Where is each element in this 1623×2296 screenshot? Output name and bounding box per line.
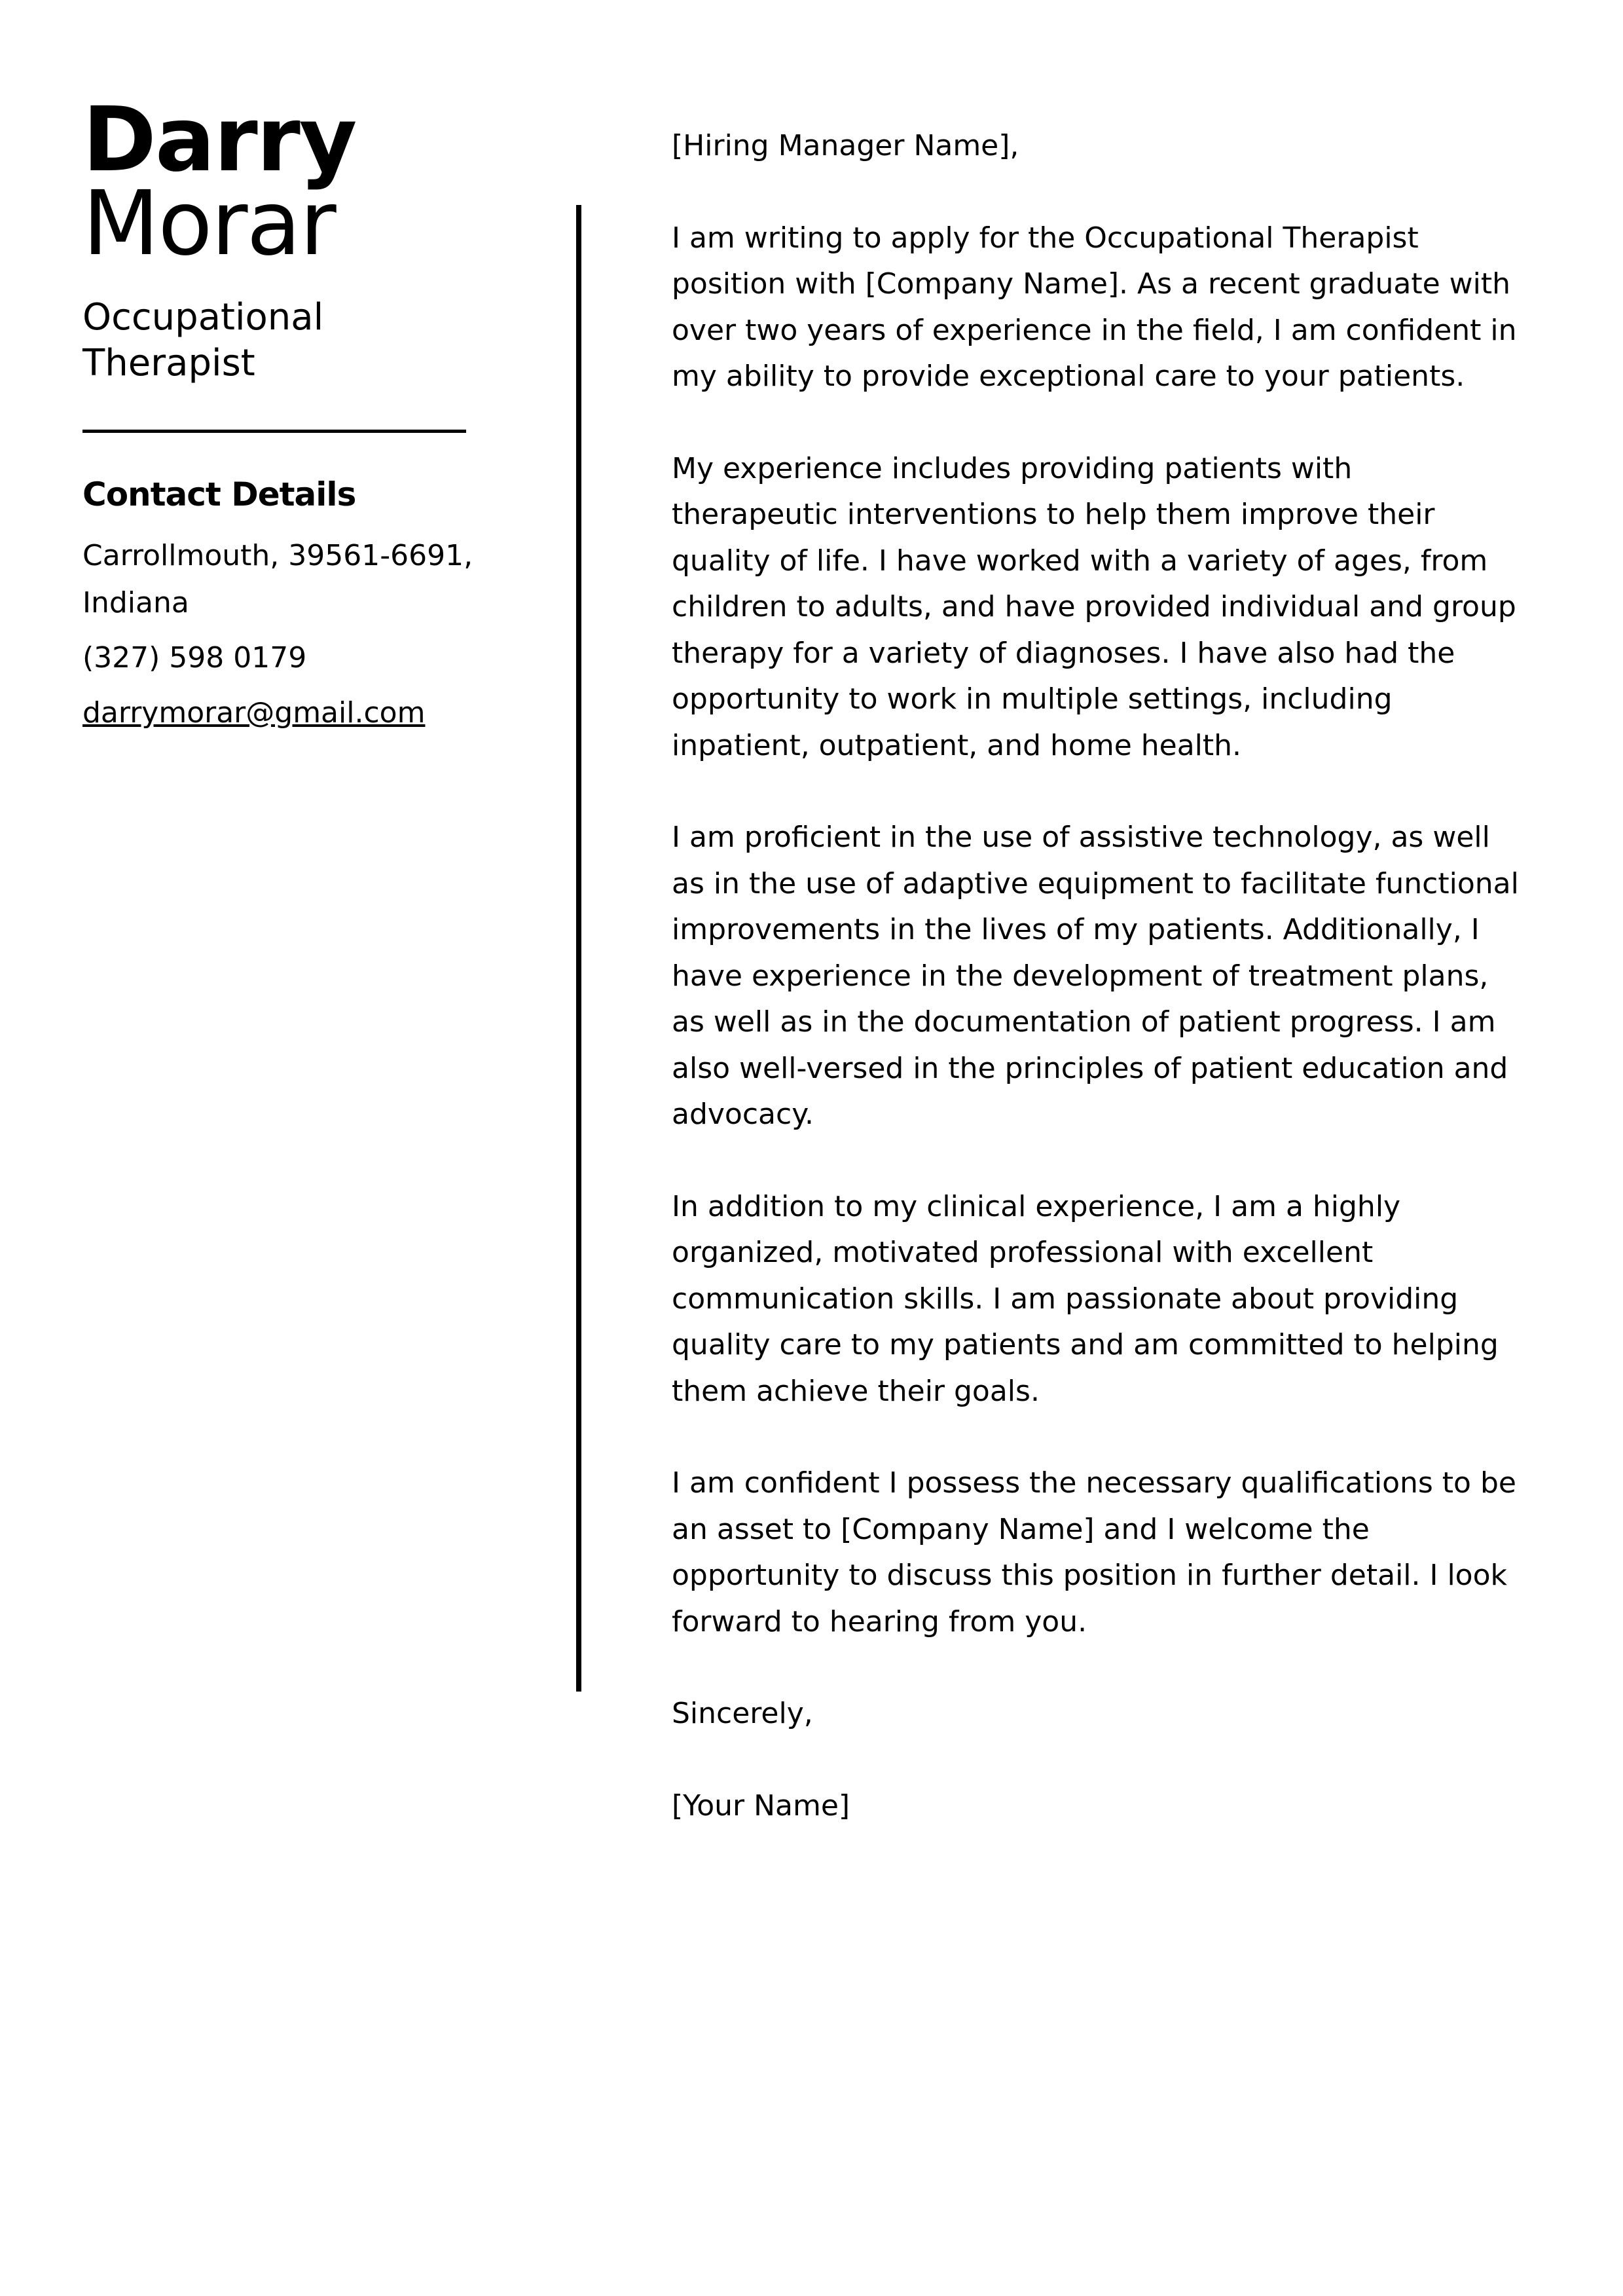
letter-body — [672, 123, 1523, 1875]
vertical-divider — [576, 205, 581, 1692]
contact-phone: (327) 598 0179 — [82, 641, 307, 675]
contact-email-row — [82, 690, 475, 737]
job-title: Occupational Therapist — [82, 296, 324, 384]
sidebar — [82, 88, 475, 745]
applicant-last-name: Morar — [82, 172, 335, 276]
letter-paragraph: I am confident I possess the necessary qualifications to be an asset to [Company Name] and I welcome the opportunity to discuss this position in further detail. I look forward to hearing from you. — [672, 1466, 1516, 1639]
applicant-first-name: Darry — [82, 88, 356, 192]
letter-paragraph: I am proficient in the use of assistive technology, as well as in the use of adaptive equipment to facilitate functional improvements in the lives of my patients. Additionally, I have experience in the development of treatment plans, as well as in the documentation of patient progress. I am also well-versed in the principles of patient education and advocacy. — [672, 821, 1519, 1131]
contact-details-heading: Contact Details — [82, 475, 356, 513]
letter-paragraph: In addition to my clinical experience, I am a highly organized, motivated professional with excellent communication skills. I am passionate about providing quality care to my patients and am committed to helping them achieve their goals. — [672, 1189, 1499, 1408]
letter-paragraph: My experience includes providing patients with therapeutic interventions to help them improve their quality of life. I have worked with a variety of ages, from children to adults, and have provided individual and group therapy for a variety of diagnoses. I have also had the opportunity to work in multiple settings, including inpatient, outpatient, and home health. — [672, 451, 1516, 762]
contact-email-link[interactable]: darrymorar@gmail.com — [82, 696, 426, 730]
contact-details-list — [82, 532, 475, 737]
letter-signature: [Your Name] — [672, 1788, 850, 1823]
sidebar-divider — [82, 430, 466, 433]
contact-address: Carrollmouth, 39561-6691, Indiana — [82, 539, 473, 620]
letter-paragraph: I am writing to apply for the Occupational Therapist position with [Company Name]. As a recent graduate with over two years of experience in the field, I am confident in my ability to provide exceptional care to your patients. — [672, 221, 1517, 393]
letter-closing: Sincerely, — [672, 1697, 813, 1730]
letter-salutation: [Hiring Manager Name], — [672, 129, 1019, 162]
